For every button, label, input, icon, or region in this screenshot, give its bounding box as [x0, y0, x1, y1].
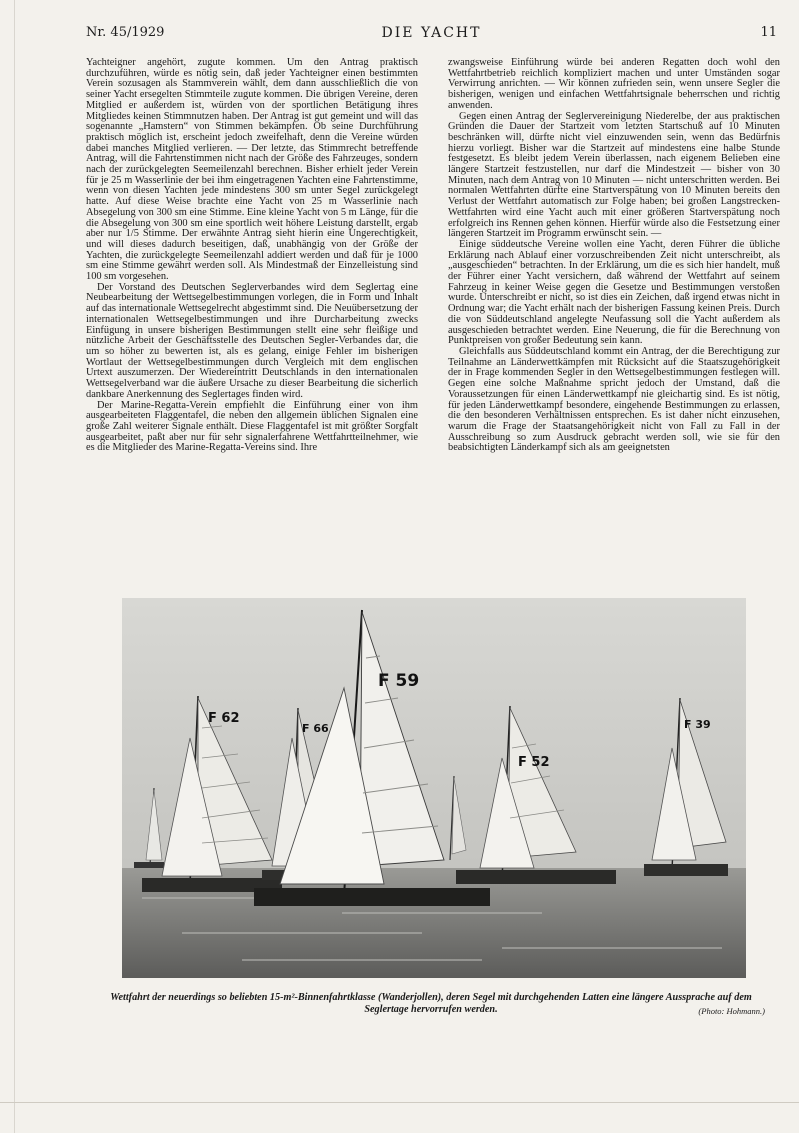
photo-credit: (Photo: Hohmann.)	[698, 1006, 765, 1016]
page-bottom-rule	[0, 1102, 799, 1103]
paragraph: Der Marine-Regatta-Verein empfiehlt die Einführung einer von ihm ausgearbeiteten Flaggentafel, die neben den allgemein üblichen Signalen eine große Zahl weiterer Signale enthält. Diese Flaggentafel ist mit größter Sorgfalt ausgearbeitet, paßt aber nur für sehr signalerfahrene Wettfahrtteilnehmer, wie es die Mitglieder des Marine-Regatta-Vereins sind. Ihre	[86, 399, 418, 454]
sail-number-label: F 39	[684, 718, 711, 731]
sailing-race-photo	[122, 598, 746, 978]
issue-number: Nr. 45/1929	[86, 25, 165, 40]
sail-number-label: F 66	[302, 722, 329, 735]
sail-number-label: F 62	[208, 711, 240, 726]
article-columns	[86, 58, 780, 568]
left-column	[86, 58, 418, 454]
sail-number-label: F 52	[518, 755, 550, 770]
page-number: 11	[760, 25, 777, 40]
paragraph: Der Vorstand des Deutschen Seglerverbandes wird dem Seglertag eine Neubearbeitung der Wettsegelbestimmungen vorlegen, die in Form und Inhalt auf das internationale Wettsegelrecht abgestimmt sind. Die Neuübersetzung der internationalen Wettsegelbestimmungen und ihre Durcharbeitung zwecks Einfügung in unsere bisherigen Bestimmungen stellt eine sehr fleißige und nützliche Arbeit der Geschäftsstelle des Deutschen Segler-Verbandes dar, die um so höher zu bewerten ist, als es gelang, einige Fehler im bisherigen Wortlaut der Wettsegelbestimmungen durch Vergleich mit dem englischen Urtext auszumerzen. Der Wiedereintritt Deutschlands in den internationalen Wettsegelverband war die äußere Ursache zu dieser Bearbeitung die sicherlich dankbare Anerkennung des Seglertages finden wird.	[86, 281, 418, 400]
right-column	[448, 58, 780, 454]
paragraph: Gleichfalls aus Süddeutschland kommt ein Antrag, der die Berechtigung zur Teilnahme an Länderwettkämpfen mit Rücksicht auf die Staatszugehörigkeit der in Frage kommenden Segler in den Wettsegelbestimmungen festlegen will. Gegen eine solche Maßnahme spricht jedoch der Umstand, daß die Voraussetzungen für einen Länderwettkampf nie gleichartig sind. Es ist nötig, für jeden Länderwettkampf besondere, eingehende Bestimmungen zu erlassen, die den besonderen Verhältnissen entsprechen. Es ist daher nicht einzusehen, warum die Frage der Staatsangehörigkeit nicht von Fall zu Fall in der Ausschreibung so zum Ausdruck gebracht werden soll, wie sie für den beabsichtigten Länderkampf sich als am geeignetsten	[448, 345, 780, 454]
paragraph: Gegen einen Antrag der Seglervereinigung Niederelbe, der aus praktischen Gründen die Dauer der Startzeit vom letzten Startschuß auf 10 Minuten beschränken will, dürfte nicht viel einzuwenden sein, wenn das Bedürfnis hierzu vorliegt. Bisher war die Startzeit auf mindestens eine halbe Stunde festgesetzt. Es bleibt jedem Verein überlassen, nach eigenem Belieben eine längere Startzeit festzustellen, nur darf die Mindestzeit — bisher von 30 Minuten, nach dem Antrag von 10 Minuten — nicht unterschritten werden. Bei normalen Wettfahrten dürfte eine Startverspätung von 10 Minuten bereits den Verlust der Wettfahrt automatisch zur Folge haben; bei großen Langstrecken-Wettfahrten wird eine Yacht auch mit einer größeren Startverspätung noch erfolgreich ins Rennen gehen können. Hierfür würde also die Festsetzung einer längeren Startzeit im Programm erwünscht sein. —	[448, 110, 780, 240]
running-head	[86, 25, 777, 45]
magazine-title: DIE YACHT	[381, 25, 482, 41]
paragraph: zwangsweise Einführung würde bei anderen Regatten doch wohl den Wettfahrtbetrieb reichlich kompliziert machen und unter Umständen sogar Verwirrung anrichten. — Wir können zufrieden sein, wenn unsere Segler die bisherigen, wenigen und einfachen Wettfahrtsignale beherrschen und richtig anwenden.	[448, 57, 780, 111]
sail-number-label: F 59	[378, 671, 420, 691]
paragraph: Einige süddeutsche Vereine wollen eine Yacht, deren Führer die übliche Erklärung nach Ablauf einer vorzuschreibenden Zeit nicht unterschreibt, als „ausgeschieden“ betrachten. In der Erklärung, um die es sich hier handelt, muß der Führer einer Yacht versichern, daß während der Wettfahrt auf seinem Fahrzeug in keiner Weise gegen die Gesetze und Bestimmungen verstoßen wurde. Unterschreibt er nicht, so ist dies ein Zeichen, daß irgend etwas nicht in Ordnung war; die Yacht erhält nach der bisherigen Fassung keinen Preis. Durch die von Süddeutschland angelegte Neufassung soll die Yacht außerdem als ausgeschieden betrachtet werden. Eine Neuerung, die für die Berechnung von Punktpreisen von großer Bedeutung sein kann.	[448, 238, 780, 347]
paragraph: Yachteigner angehört, zugute kommen. Um den Antrag praktisch durchzuführen, würde es nötig sein, daß jeder Yachteigner einen bestimmten Verein sozusagen als Stammverein wählt, dem dann ausschließlich die von seiner Yacht ersegelten Stimmteile zugute kommen. Die übrigen Vereine, deren Mitglied er außerdem ist, würden von der sportlichen Betätigung ihres Mitgliedes keinen Stimmnutzen haben. Der Antrag ist gut gemeint und will das sogenannte „Hamstern“ von Stimmen bekämpfen. Ob seine Durchführung praktisch möglich ist, erscheint jedoch zweifelhaft, denn die Vereine würden dabei manches Mitglied verlieren. — Der letzte, das Stimmrecht betreffende Antrag, will die Fahrtenstimmen nicht nach der Größe des Fahrzeuges, sondern nach der zurückgelegten Seemeilenzahl berechnen. Bisher erhielt jeder Verein für je 25 m Wasserlinie der bei ihm eingetragenen Yachten eine Fahrtenstimme, wenn von diesen Yachten jede mindestens 300 sm unter Segel zurückgelegt hatte. Auf diese Weise brachte eine Yacht von 25 m Wasserlinie nach Absegelung von 300 sm eine Stimme. Eine kleine Yacht von 5 m Länge, für die die Absegelung von 300 sm eine sportlich weit höhere Leistung darstellt, ergab aber nur 1/5 Stimme. Der erwähnte Antrag sieht hierin eine Ungerechtigkeit, und will dieses dadurch beseitigen, daß, unabhängig von der Größe der Yachten, die zurückgelegte Seemeilenzahl addiert werden und daß für je 1000 sm eine Stimme gewährt werden soll. Als Mindestmaß der Einzelleistung sind 100 sm vorgesehen.	[86, 57, 418, 283]
page-edge-line	[14, 0, 15, 1133]
photo-illustration	[122, 598, 746, 978]
photo-caption: Wettfahrt der neuerdings so beliebten 15-m²-Binnenfahrtklasse (Wanderjollen), deren Segel mit durchgehenden Latten eine längere Aussprache auf dem Seglertage hervorrufen werden.	[110, 992, 752, 1015]
